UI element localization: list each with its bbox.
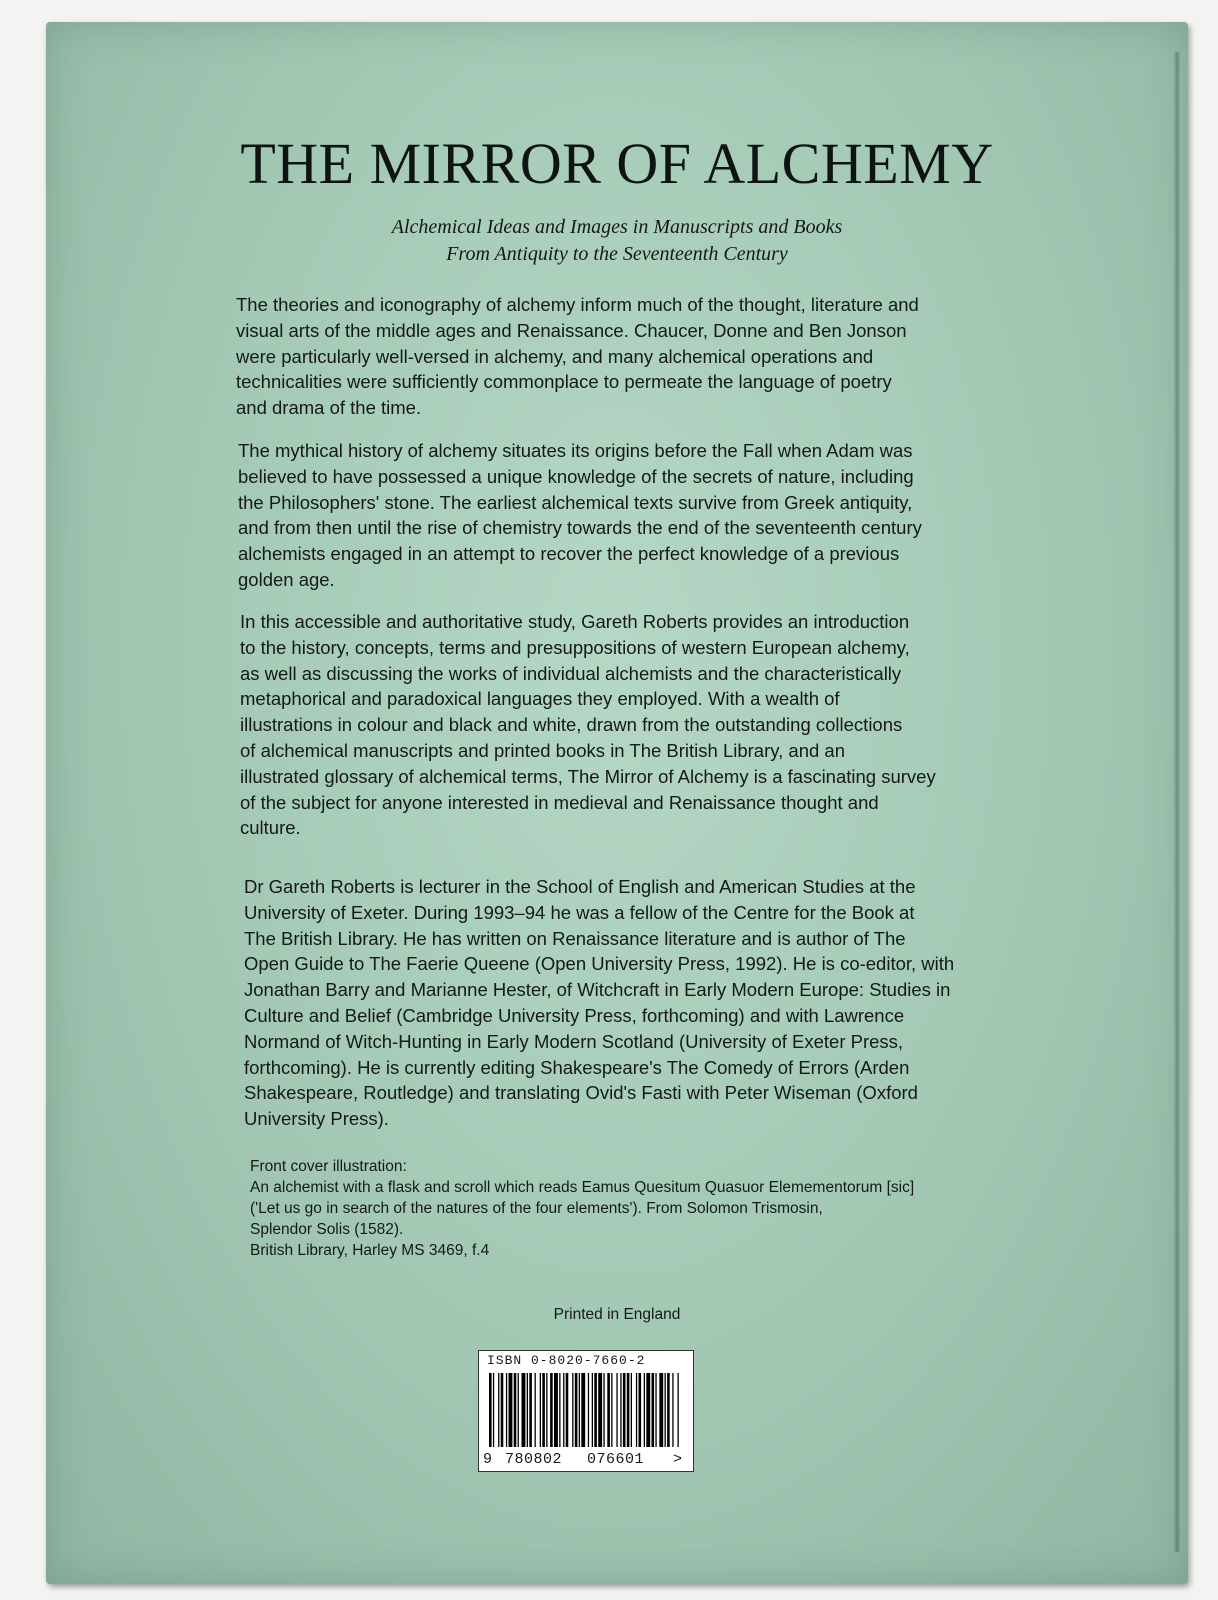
barcode-bar [509, 1373, 513, 1447]
barcode-bar [575, 1373, 578, 1447]
ean-right-group: 076601 [587, 1451, 645, 1468]
barcode-bar [518, 1373, 519, 1447]
text-line: were particularly well-versed in alchemy, and many alchemical operations and [236, 345, 874, 367]
barcode-bar [588, 1373, 589, 1447]
barcode-bar [655, 1373, 656, 1447]
barcode-bar [542, 1373, 545, 1447]
barcode-bar [529, 1373, 532, 1447]
barcode-bar [498, 1373, 499, 1447]
barcode-bar [665, 1373, 666, 1447]
text-line: In this accessible and authoritative study, Gareth Roberts provides an introduction [240, 611, 910, 632]
text-line: Culture and Belief (Cambridge University Press, forthcoming) and with Lawrence [244, 1004, 905, 1026]
barcode-bar [646, 1373, 650, 1447]
text-line: Normand of Witch-Hunting in Early Modern Scotland (University of Exeter Press, [244, 1030, 904, 1052]
text-line: University of Exeter. During 1993–94 he was a fellow of the Centre for the Book at [244, 901, 915, 923]
book-subtitle [46, 214, 1188, 268]
barcode-bar [546, 1373, 547, 1447]
barcode-bar [672, 1373, 673, 1447]
barcode-bar [535, 1373, 536, 1447]
text-line: alchemists engaged in an attempt to recover the perfect knowledge of a previous [238, 543, 900, 565]
paragraph-author-bio [244, 874, 1004, 1132]
barcode-bar [623, 1373, 626, 1447]
text-line: the Philosophers' stone. The earliest alchemical texts survive from Greek antiquity, [238, 491, 913, 513]
caption-line: British Library, Harley MS 3469, f.4 [250, 1242, 490, 1259]
barcode-bar [550, 1373, 553, 1447]
text-line: technicalities were sufficiently commonplace to permeate the language of poetry [236, 371, 892, 393]
barcode-bar [559, 1373, 560, 1447]
barcode-bars [489, 1373, 683, 1447]
paragraph-history [238, 438, 998, 593]
cover-content [46, 22, 1188, 1584]
text-line: and drama of the time. [236, 397, 422, 419]
text-line: and from then until the rise of chemistry towards the end of the seventeenth century [238, 517, 922, 539]
barcode-bar [678, 1373, 679, 1447]
subtitle-line-1: Alchemical Ideas and Images in Manuscripts and Books [391, 216, 843, 238]
text-line: of the subject for anyone interested in medieval and Renaissance thought and [240, 791, 879, 813]
barcode-bar [579, 1373, 580, 1447]
subtitle-line-2: From Antiquity to the Seventeenth Century [446, 243, 788, 265]
caption-line: An alchemist with a flask and scroll which reads Eamus Quesitum Quasuor Elemementorum [sic] [250, 1179, 915, 1196]
barcode-bar [572, 1373, 573, 1447]
text-line: illustrated glossary of alchemical terms, The Mirror of Alchemy is a fascinating survey [240, 765, 936, 787]
text-line: believed to have possessed a unique knowledge of the secrets of nature, including [238, 465, 914, 487]
caption-line: ('Let us go in search of the natures of the four elements'). From Solomon Trismosin, [250, 1200, 823, 1217]
barcode-bar [639, 1373, 642, 1447]
caption-line: Splendor Solis (1582). [250, 1221, 404, 1238]
barcode-bar [592, 1373, 593, 1447]
text-line: Shakespeare, Routledge) and translating Ovid's Fasti with Peter Wiseman (Oxford [244, 1082, 918, 1104]
text-line: Open Guide to The Faerie Queene (Open University Press, 1992). He is co-editor, with [244, 953, 955, 975]
barcode-bar [563, 1373, 564, 1447]
barcode-bar [501, 1373, 504, 1447]
barcode-bar [644, 1373, 645, 1447]
barcode-bar [652, 1373, 655, 1447]
barcode-bar [627, 1373, 630, 1447]
barcode-bar [667, 1373, 670, 1447]
barcode-bar [620, 1373, 621, 1447]
printed-in-label: Printed in England [553, 1306, 681, 1323]
barcode-bar [611, 1373, 612, 1447]
barcode-bar [566, 1373, 569, 1447]
text-line: golden age. [238, 568, 335, 590]
caption-line: Front cover illustration: [250, 1158, 407, 1175]
barcode-bar [598, 1373, 602, 1447]
text-line: to the history, concepts, terms and presuppositions of western European alchemy, [240, 636, 910, 658]
text-line: The mythical history of alchemy situates its origins before the Fall when Adam was [238, 440, 913, 461]
text-line: The British Library. He has written on Renaissance literature and is author of The [244, 927, 906, 949]
barcode-bar [659, 1373, 663, 1447]
text-line: illustrations in colour and black and white, drawn from the outstanding collections [240, 714, 903, 736]
text-line: forthcoming). He is currently editing Shakespeare's The Comedy of Errors (Arden [244, 1056, 910, 1078]
barcode-bar [540, 1373, 541, 1447]
text-line: The theories and iconography of alchemy inform much of the thought, literature and [236, 294, 919, 315]
barcode-bar [594, 1373, 597, 1447]
barcode-bar [631, 1373, 632, 1447]
barcode-bar [527, 1373, 528, 1447]
isbn-barcode [478, 1350, 694, 1472]
book-title: THE MIRROR OF ALCHEMY [240, 131, 994, 196]
isbn-number: ISBN 0-8020-7660-2 [487, 1353, 646, 1368]
barcode-bar [603, 1373, 604, 1447]
text-line: University Press). [244, 1108, 389, 1130]
text-line: culture. [240, 817, 301, 839]
text-line: as well as discussing the works of individual alchemists and the characteristically [240, 662, 902, 684]
ean-first-digit: 9 [483, 1451, 493, 1468]
barcode-bar [581, 1373, 585, 1447]
barcode-bar [493, 1373, 494, 1447]
book-back-cover [46, 22, 1188, 1584]
text-line: Jonathan Barry and Marianne Hester, of Witchcraft in Early Modern Europe: Studies in [244, 979, 951, 1001]
barcode-bar [636, 1373, 637, 1447]
barcode-bar [607, 1373, 610, 1447]
paragraph-intro [236, 292, 996, 421]
barcode-bar [522, 1373, 526, 1447]
text-line: of alchemical manuscripts and printed books in The British Library, and an [240, 739, 845, 761]
barcode-bar [514, 1373, 517, 1447]
barcode-bar [616, 1373, 617, 1447]
ean-left-group: 780802 [505, 1451, 563, 1468]
text-line: Dr Gareth Roberts is lecturer in the School of English and American Studies at the [244, 876, 916, 897]
paragraph-study [240, 609, 1000, 841]
barcode-bar [506, 1373, 507, 1447]
barcode-bar [489, 1373, 492, 1447]
text-line: metaphorical and paradoxical languages they employed. With a wealth of [240, 688, 840, 710]
text-line: visual arts of the middle ages and Renaissance. Chaucer, Donne and Ben Jonson [236, 319, 907, 341]
barcode-bar [554, 1373, 558, 1447]
ean-arrow: > [673, 1451, 683, 1468]
cover-illustration-caption [250, 1156, 1010, 1261]
